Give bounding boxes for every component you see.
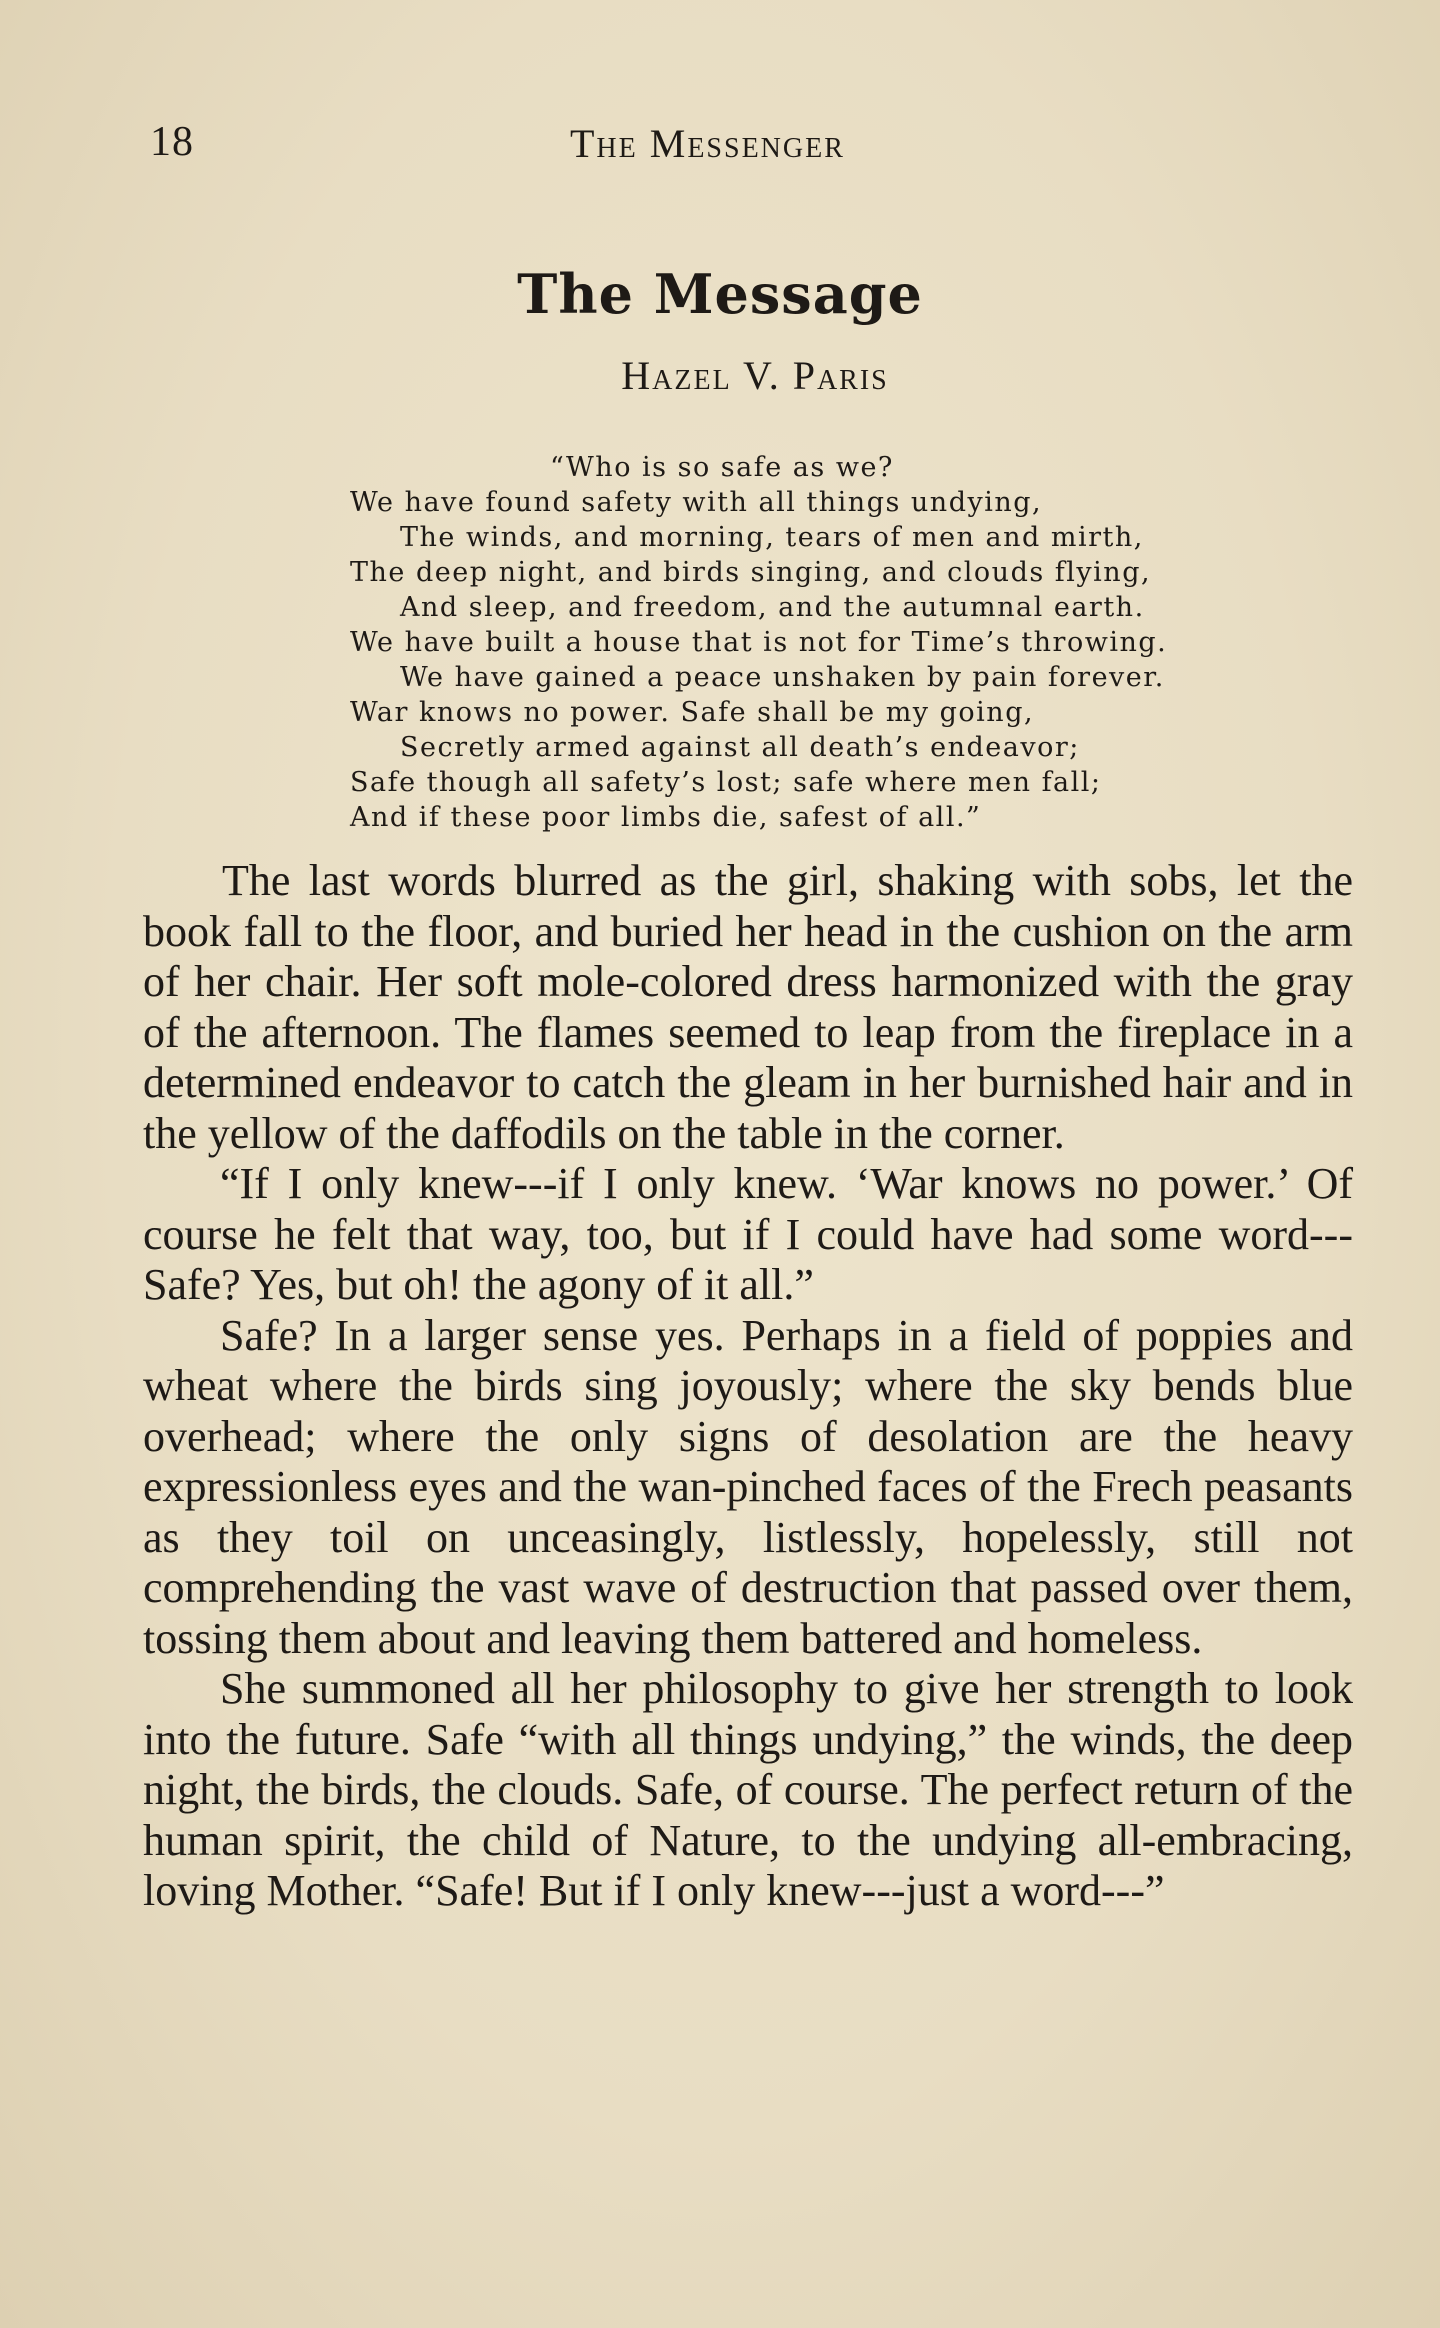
page-number: 18	[150, 119, 194, 165]
paragraph: She summoned all her philosophy to give her strength to look into the future. Safe “with all things undying,” the winds, the deep night, the birds, the clouds. Safe, of course. The perfect return of the human spirit, the child of Nature, to the undying all-embracing, loving Mother. “Safe! But if I only knew---just a word---”	[143, 1664, 1353, 1915]
paragraph: “If I only knew---if I only knew. ‘War knows no power.’ Of course he felt that way, too, but if I could have had some word---Safe? Yes, but oh! the agony of it all.”	[143, 1159, 1353, 1309]
poem-line: We have gained a peace unshaken by pain forever.	[400, 662, 1165, 693]
paragraph: Safe? In a larger sense yes. Perhaps in a field of poppies and wheat where the birds sing joyously; where the sky bends blue overhead; where the only signs of desolation are the heavy expressionless eyes and the wan-pinched faces of the Frech peasants as they toil on unceasingly, listlessly, hopelessly, still not comprehending the vast wave of destruction that passed over them, tossing them about and leaving them battered and homeless.	[143, 1310, 1353, 1663]
poem-line: And sleep, and freedom, and the autumnal earth.	[400, 592, 1145, 623]
paragraph: The last words blurred as the girl, shaking with sobs, let the book fall to the floor, and buried her head in the cushion on the arm of her chair. Her soft mole-colored dress harmonized with the gray of the afternoon. The flames seemed to leap from the fireplace in a determined endeavor to catch the gleam in her burnished hair and in the yellow of the daffodils on the table in the corner.	[143, 856, 1353, 1158]
author-byline: Hazel V. Paris	[621, 353, 889, 398]
poem-line: And if these poor limbs die, safest of all.”	[350, 802, 982, 833]
poem-line: The deep night, and birds singing, and clouds flying,	[350, 557, 1152, 588]
poem	[350, 450, 1300, 835]
poem-line: War knows no power. Safe shall be my going,	[350, 697, 1035, 728]
poem-line: “Who is so safe as we?	[550, 452, 894, 483]
prose-body	[143, 856, 1353, 1917]
running-title: The Messenger	[570, 121, 845, 166]
poem-line: The winds, and morning, tears of men and mirth,	[400, 522, 1144, 553]
poem-line: Secretly armed against all death’s endeavor;	[400, 732, 1080, 763]
poem-line: We have built a house that is not for Time’s throwing.	[350, 627, 1168, 658]
poem-line: Safe though all safety’s lost; safe where men fall;	[350, 767, 1102, 798]
running-head	[150, 118, 1350, 168]
poem-line: We have found safety with all things undying,	[350, 487, 1043, 518]
poem-title: The Message	[517, 262, 923, 326]
